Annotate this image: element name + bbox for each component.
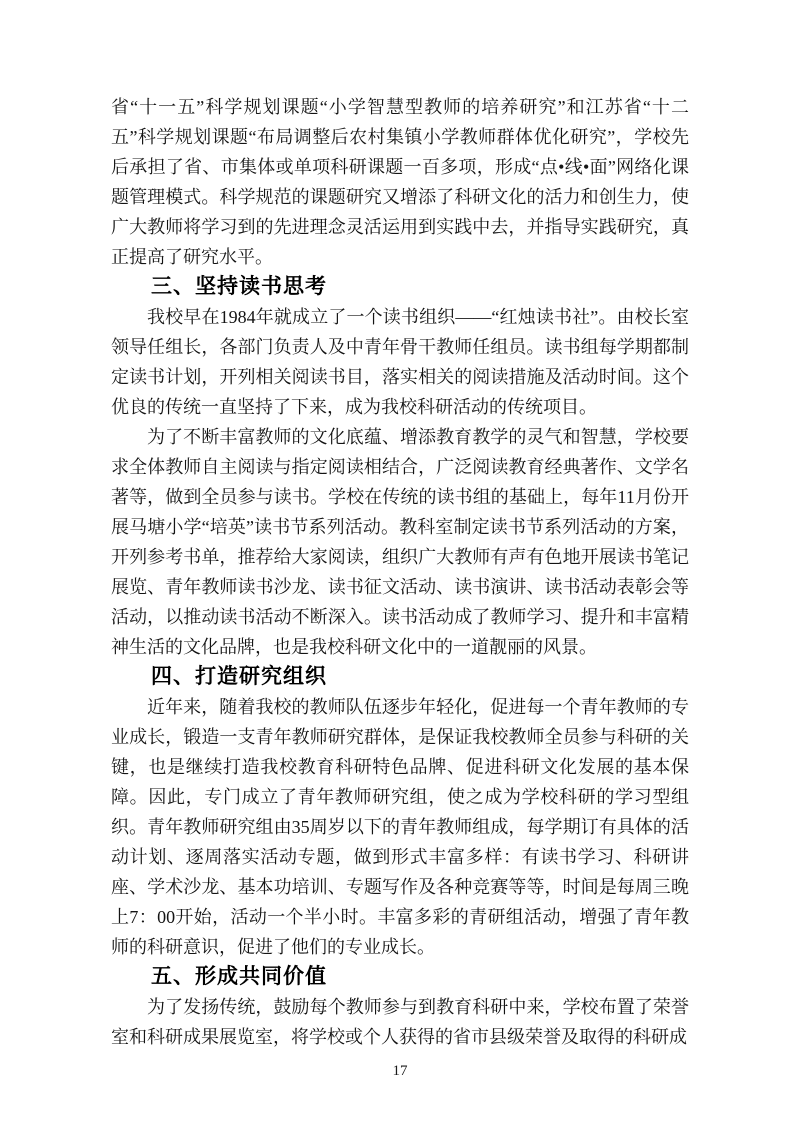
paragraph-honor-room: 为了发扬传统，鼓励每个教师参与到教育科研中来，学校布置了荣誉室和科研成果展览室，将学校或个人获得的省市县级荣誉及取得的科研成 [111, 997, 689, 1047]
paragraph-research-topics-continued: 省“十一五”科学规划课题“小学智慧型教师的培养研究”和江苏省“十二五”科学规划课题“布局调整后农村集镇小学教师群体优化研究”，学校先后承担了省、市集体或单项科研课题一百多项，形成“点•线•面”网络化课题管理模式。科学规范的课题研究又增添了科研文化的活力和创生力，使广大教师将学习到的先进理念灵活运用到实践中去，并指导实践研究，真正提高了研究水平。 [111, 97, 689, 267]
document-body [111, 92, 689, 1052]
section-heading-reading-reflection: 三、坚持读书思考 [151, 275, 327, 298]
page-number: 17 [392, 1063, 408, 1079]
paragraph-reading-festival-activities: 为了不断丰富教师的文化底蕴、增添教育教学的灵气和智慧，学校要求全体教师自主阅读与指定阅读相结合，广泛阅读教育经典著作、文学名著等，做到全员参与读书。学校在传统的读书组的基础上，每年11月份开展马塘小学“培英”读书节系列活动。教科室制定读书节系列活动的方案，开列参考书单，推荐给大家阅读，组织广大教师有声有色地开展读书笔记展览、青年教师读书沙龙、读书征文活动、读书演讲、读书活动表彰会等活动，以推动读书活动不断深入。读书活动成了教师学习、提升和丰富精神生活的文化品牌，也是我校科研文化中的一道靓丽的风景。 [111, 427, 689, 657]
paragraph-reading-club-history: 我校早在1984年就成立了一个读书组织——“红烛读书社”。由校长室领导任组长，各部门负责人及中青年骨干教师任组员。读书组每学期都制定读书计划，开列相关阅读书目，落实相关的阅读措施及活动时间。这个优良的传统一直坚持了下来，成为我校科研活动的传统项目。 [111, 307, 689, 417]
section-heading-research-organization: 四、打造研究组织 [151, 665, 327, 688]
section-heading-shared-values: 五、形成共同价值 [151, 965, 327, 988]
paragraph-young-teacher-research-group: 近年来，随着我校的教师队伍逐步年轻化，促进每一个青年教师的专业成长，锻造一支青年教师研究群体，是保证我校教师全员参与科研的关键，也是继续打造我校教育科研特色品牌、促进科研文化发展的基本保障。因此，专门成立了青年教师研究组，使之成为学校科研的学习型组织。青年教师研究组由35周岁以下的青年教师组成，每学期订有具体的活动计划、逐周落实活动专题，做到形式丰富多样：有读书学习、科研讲座、学术沙龙、基本功培训、专题写作及各种竞赛等等，时间是每周三晚上7：00开始，活动一个半小时。丰富多彩的青研组活动，增强了青年教师的科研意识，促进了他们的专业成长。 [111, 697, 689, 957]
